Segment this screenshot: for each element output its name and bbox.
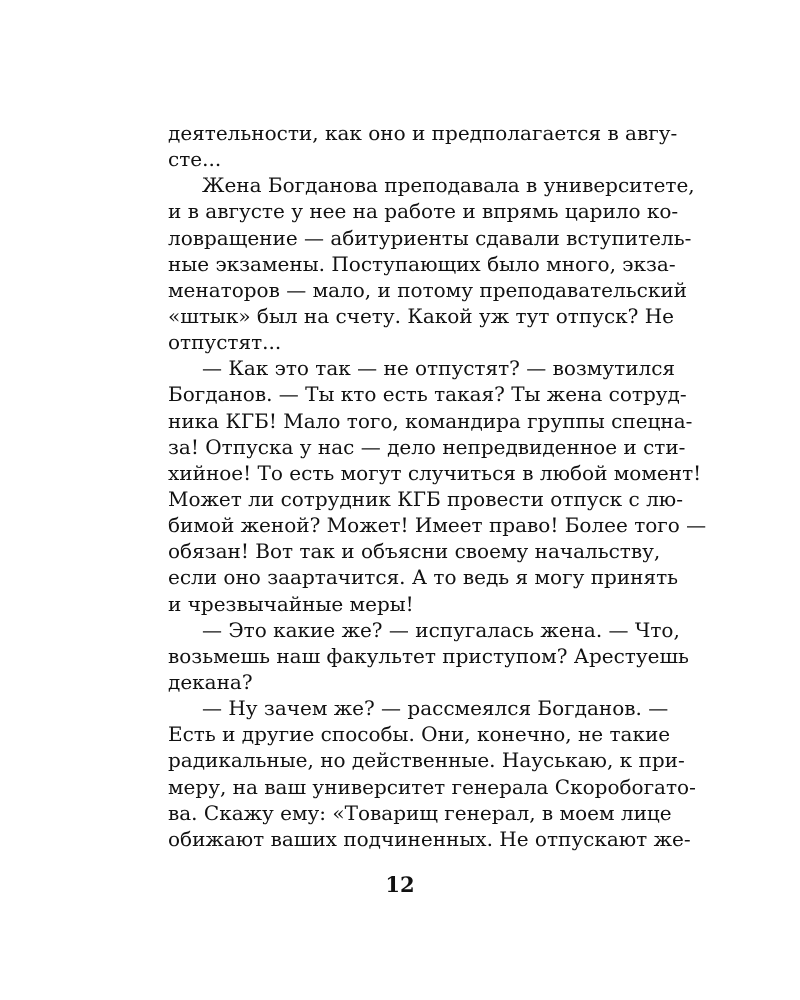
text-line: деятельности, как оно и предполагается в авгу- xyxy=(168,121,678,145)
text-line: — Это какие же? — испугалась жена. — Что, xyxy=(202,617,680,642)
text-line: за! Отпуска у нас — дело непредвиденное и сти- xyxy=(168,434,686,459)
text-line: бимой женой? Может! Имеет право! Более того — xyxy=(168,513,707,538)
text-line: Богданов. — Ты кто есть такая? Ты жена сотруд- xyxy=(168,382,687,407)
text-line: обязан! Вот так и объясни своему начальству, xyxy=(168,539,661,564)
text-line: Может ли сотрудник КГБ провести отпуск с лю- xyxy=(168,486,683,511)
page-number: 12 xyxy=(385,872,415,897)
text-line: — Ну зачем же? — рассмеялся Богданов. — xyxy=(202,696,669,721)
text-line: и в августе у нее на работе и впрямь царило ко- xyxy=(168,199,679,224)
text-line: радикальные, но действенные. Науськаю, к при- xyxy=(168,748,685,773)
text-line: ва. Скажу ему: «Товарищ генерал, в моем лице xyxy=(168,800,672,825)
text-line: Есть и другие способы. Они, конечно, не такие xyxy=(168,722,671,747)
text-line: отпустят... xyxy=(168,330,282,355)
text-line: «штык» был на счету. Какой уж тут отпуск? Не xyxy=(168,303,675,328)
text-line: если оно заартачится. А то ведь я могу принять xyxy=(168,565,679,590)
page-text xyxy=(168,120,707,852)
text-line: ловращение — абитуриенты сдавали вступитель- xyxy=(168,225,692,250)
text-line: декана? xyxy=(168,669,253,694)
text-line: меру, на ваш университет генерала Скоробогато- xyxy=(168,774,696,799)
text-line: хийное! То есть могут случиться в любой момент! xyxy=(168,460,702,485)
text-line: и чрезвычайные меры! xyxy=(168,591,414,616)
text-line: ные экзамены. Поступающих было много, экза- xyxy=(168,251,676,276)
text-line: менаторов — мало, и потому преподавательский xyxy=(168,277,687,302)
text-line: возьмешь наш факультет приступом? Арестуешь xyxy=(168,643,689,668)
text-line: — Как это так — не отпустят? — возмутился xyxy=(202,356,676,381)
text-line: ника КГБ! Мало того, командира группы спецна- xyxy=(168,408,693,433)
text-line: сте... xyxy=(168,147,222,172)
text-line: обижают ваших подчиненных. Не отпускают же- xyxy=(168,826,691,851)
text-line: Жена Богданова преподавала в университете, xyxy=(202,173,695,198)
